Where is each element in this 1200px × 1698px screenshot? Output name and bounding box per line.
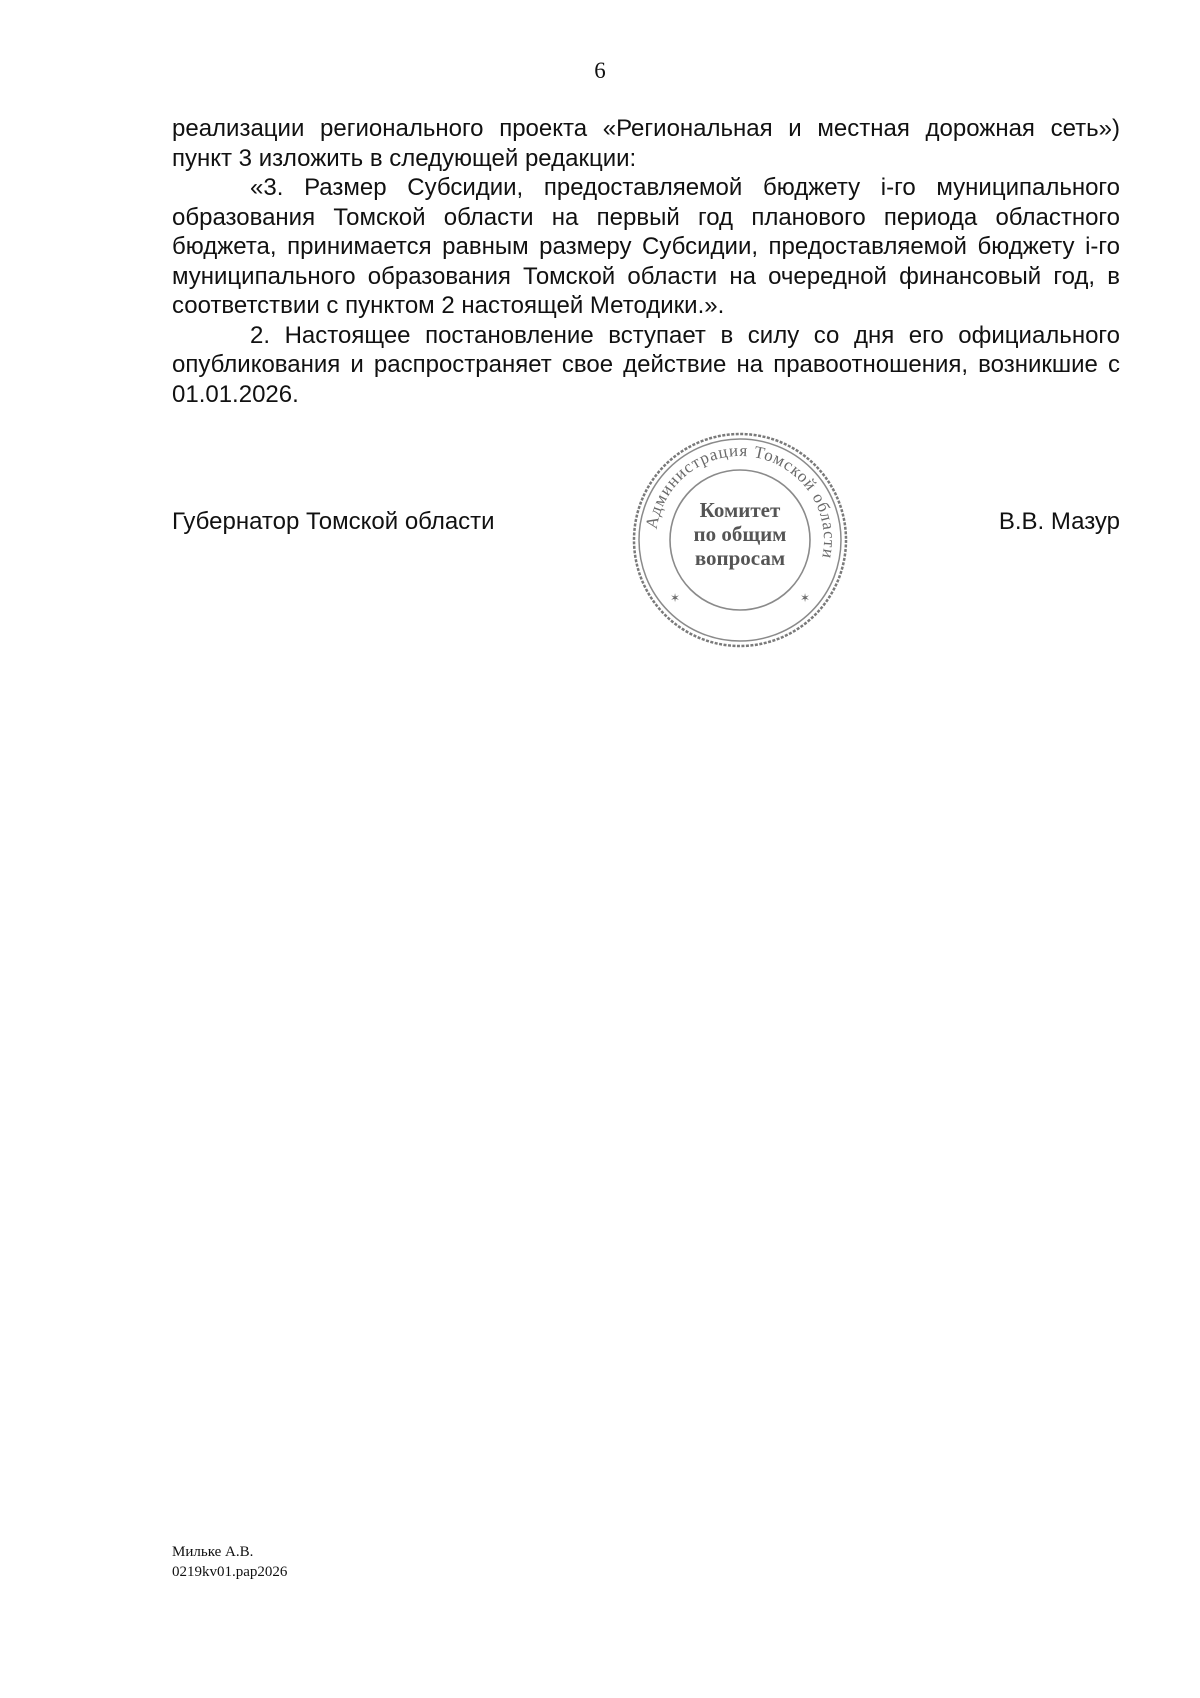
signatory-title: Губернатор Томской области [172,508,495,535]
paragraph-continuation: реализации регионального проекта «Региональная и местная дорожная сеть») пункт 3 изложить в следующей редакции: [172,115,1120,172]
seal-center-text [628,498,852,570]
seal-star-left: ✶ [670,591,681,605]
paragraph-effective-date: 2. Настоящее постановление вступает в силу со дня его официального опубликования и распространяет свое действие на правоотношения, возникшие с 01.01.2026. [172,321,1120,408]
seal-center-line-3: вопросам [694,546,786,570]
seal-center-line-2: по общим [693,522,787,546]
page-number: 6 [594,58,606,83]
seal-star-right: ✶ [800,591,811,605]
signatory-name: В.В. Мазур [998,508,1120,535]
paragraph-amendment-text: «3. Размер Субсидии, предоставляемой бюджету i-го муниципального образования Томской области на первый год планового периода областного бюджета, принимается равным размеру Субсидии, предоставляемой бюджету i-го муниципального образования Томской области на очередной финансовый год, в соответствии с пунктом 2 настоящей Методики.». [172,174,1120,319]
official-seal-stamp [628,428,852,652]
file-code: 0219kv01.pap2026 [172,1564,288,1580]
executor-name: Мильке А.В. [172,1544,254,1560]
document-body [172,114,1120,409]
executor-footer [172,1542,287,1582]
seal-center-line-1: Комитет [699,498,781,522]
seal-ring-text: Администрация Томской области [641,440,840,561]
